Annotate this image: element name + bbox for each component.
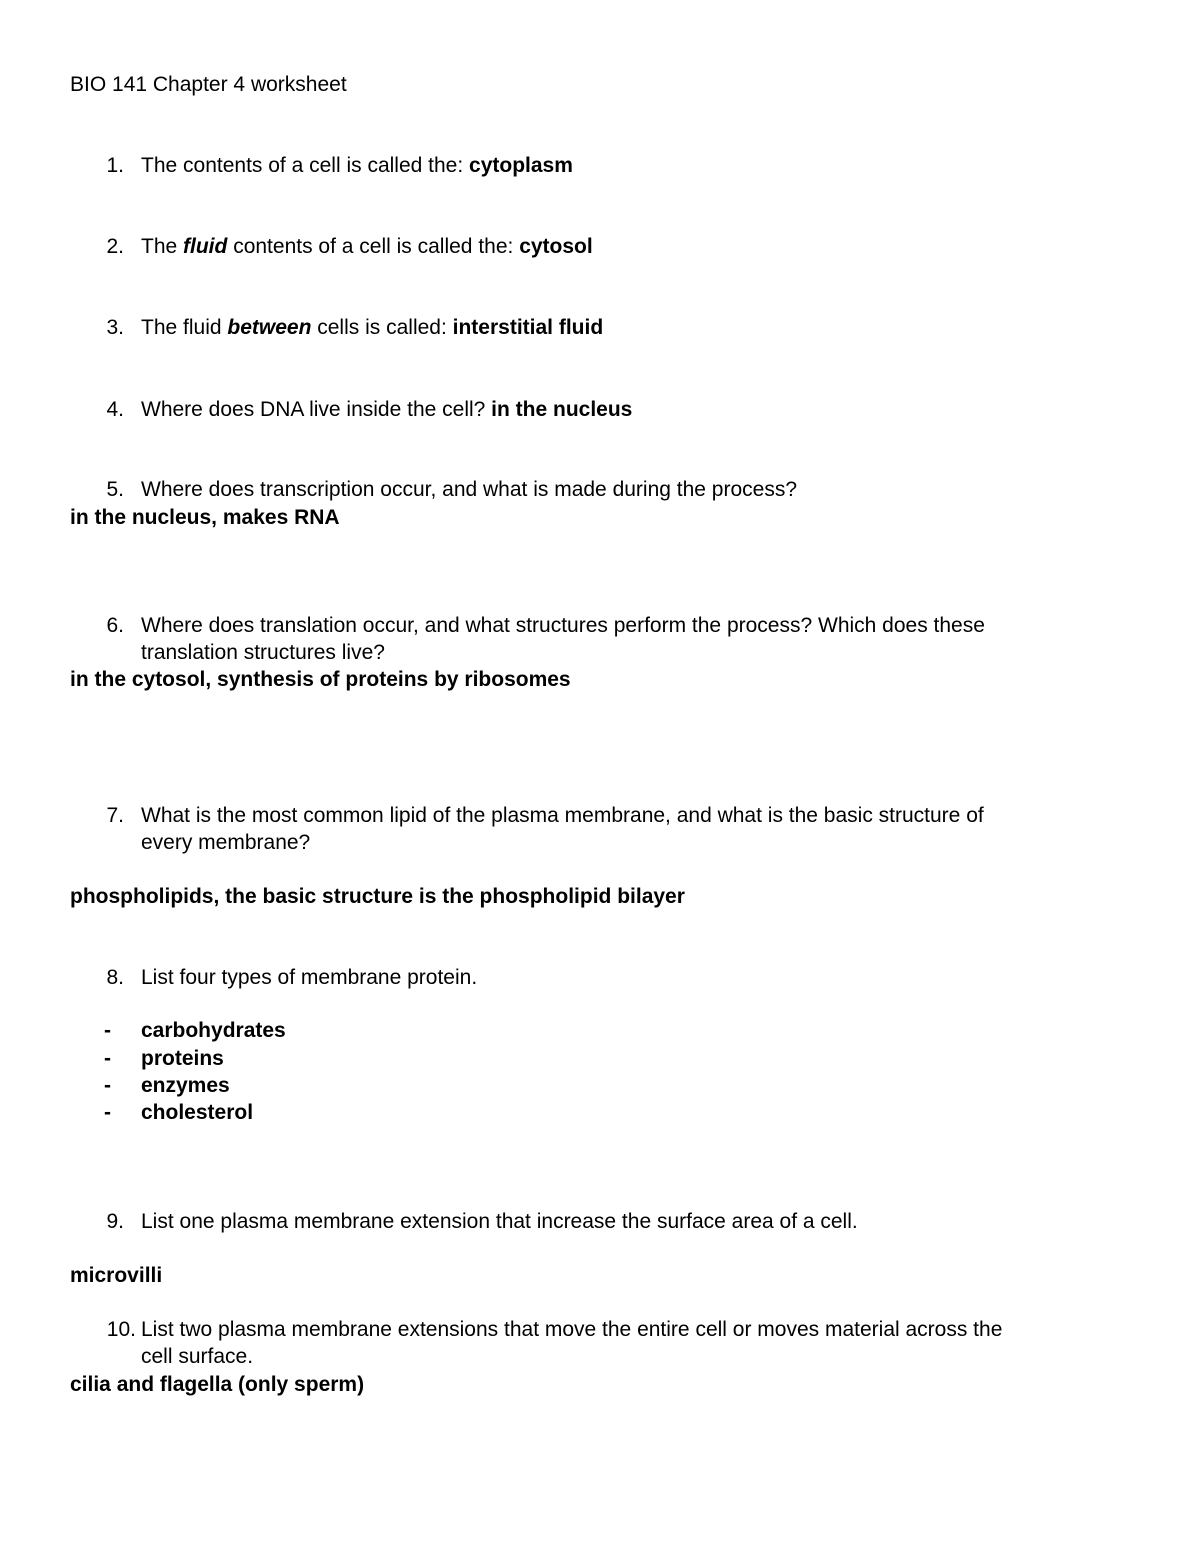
bullet-dash: - (104, 1019, 111, 1042)
answer-9: microvilli (70, 1264, 163, 1287)
question-7-text-line2: every membrane? (141, 831, 311, 854)
question-8-number: 8. (106, 966, 124, 989)
question-7-text-line1: What is the most common lipid of the plasma membrane, and what is the basic structure of (141, 804, 984, 827)
question-9-text: List one plasma membrane extension that increase the surface area of a cell. (141, 1210, 858, 1233)
question-2-emphasis: fluid (183, 235, 228, 258)
question-5-number: 5. (106, 478, 124, 501)
list-item-text: cholesterol (141, 1101, 254, 1124)
question-6-text-line2: translation structures live? (141, 641, 385, 664)
question-1-text: The contents of a cell is called the: (141, 154, 470, 177)
list-item-text: proteins (141, 1047, 224, 1070)
question-3-text-end: cells is called: (311, 316, 453, 339)
question-3-emphasis: between (227, 316, 312, 339)
bullet-dash: - (104, 1101, 111, 1124)
answer-3: interstitial fluid (452, 316, 604, 339)
question-1-number: 1. (106, 154, 124, 177)
question-10-text-line1: List two plasma membrane extensions that move the entire cell or moves material across the (141, 1318, 1003, 1341)
bullet-dash: - (104, 1047, 111, 1070)
question-1 (141, 153, 573, 179)
list-item-text: carbohydrates (141, 1019, 286, 1042)
question-4-text: Where does DNA live inside the cell? (141, 398, 492, 421)
question-8-text: List four types of membrane protein. (141, 966, 478, 989)
answer-5: in the nucleus, makes RNA (70, 506, 340, 529)
question-6-text-line1: Where does translation occur, and what structures perform the process? Which does these (141, 614, 985, 637)
question-10-number: 10. (106, 1318, 136, 1341)
worksheet-title: BIO 141 Chapter 4 worksheet (70, 73, 347, 96)
question-3-text-start: The fluid (141, 316, 228, 339)
answer-1: cytoplasm (469, 154, 573, 177)
bullet-dash: - (104, 1074, 111, 1097)
question-7-number: 7. (106, 804, 124, 827)
answer-7: phospholipids, the basic structure is the phospholipid bilayer (70, 885, 685, 908)
answer-10: cilia and flagella (only sperm) (70, 1373, 365, 1396)
question-3 (141, 315, 603, 341)
question-2 (141, 234, 593, 260)
question-2-text-start: The (141, 235, 184, 258)
question-5-text: Where does transcription occur, and what is made during the process? (141, 478, 798, 501)
answer-6: in the cytosol, synthesis of proteins by ribosomes (70, 668, 571, 691)
question-3-number: 3. (106, 316, 124, 339)
question-2-text-end: contents of a cell is called the: (227, 235, 520, 258)
list-item-text: enzymes (141, 1074, 230, 1097)
question-10-text-line2: cell surface. (141, 1345, 254, 1368)
question-4 (141, 397, 632, 423)
question-9-number: 9. (106, 1210, 124, 1233)
question-2-number: 2. (106, 235, 124, 258)
question-4-number: 4. (106, 398, 124, 421)
answer-4: in the nucleus (491, 398, 633, 421)
question-6-number: 6. (106, 614, 124, 637)
answer-2: cytosol (519, 235, 593, 258)
